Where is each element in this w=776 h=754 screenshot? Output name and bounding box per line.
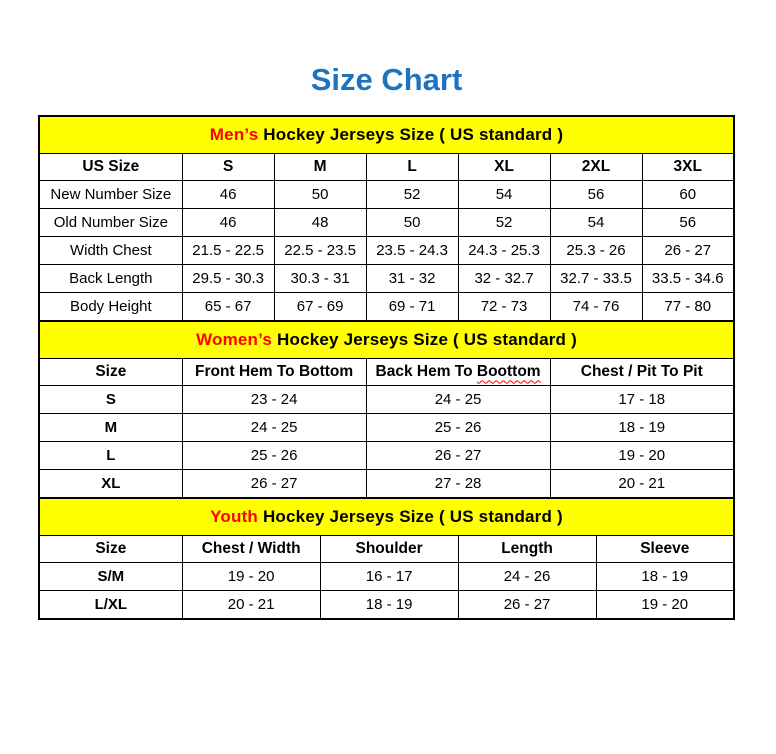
size-value-cell: 33.5 - 34.6 [642, 264, 734, 292]
table-row [39, 180, 734, 208]
column-header: Front Hem To Bottom [182, 358, 366, 385]
size-value-cell: 31 - 32 [366, 264, 458, 292]
row-label: Body Height [39, 292, 182, 321]
column-header: 3XL [642, 153, 734, 180]
size-value-cell: 18 - 19 [320, 590, 458, 619]
table-row [39, 236, 734, 264]
column-header: Chest / Width [182, 535, 320, 562]
page-title: Size Chart [310, 62, 463, 97]
size-value-cell: 16 - 17 [320, 562, 458, 590]
size-value-cell: 54 [458, 180, 550, 208]
column-header [366, 358, 550, 385]
size-value-cell: 17 - 18 [550, 385, 734, 413]
column-header: Length [458, 535, 596, 562]
size-value-cell: 23.5 - 24.3 [366, 236, 458, 264]
banner-text: Hockey Jerseys Size ( US standard ) [258, 124, 564, 144]
size-value-cell: 26 - 27 [182, 469, 366, 498]
banner-highlight: Youth [210, 506, 259, 526]
row-label: Width Chest [39, 236, 182, 264]
mens-banner [39, 116, 734, 154]
row-label: L/XL [39, 590, 182, 619]
womens-size-table [38, 320, 735, 499]
mens-size-table [38, 115, 735, 322]
row-label: XL [39, 469, 182, 498]
size-value-cell: 29.5 - 30.3 [182, 264, 274, 292]
womens-header-row [39, 358, 734, 385]
column-header: 2XL [550, 153, 642, 180]
size-value-cell: 24 - 26 [458, 562, 596, 590]
column-header: US Size [39, 153, 182, 180]
table-row [39, 562, 734, 590]
row-label: Old Number Size [39, 208, 182, 236]
column-header: Size [39, 358, 182, 385]
youth-size-table [38, 497, 735, 620]
table-row [39, 441, 734, 469]
table-row [39, 292, 734, 321]
size-value-cell: 69 - 71 [366, 292, 458, 321]
size-value-cell: 25 - 26 [366, 413, 550, 441]
table-row [39, 208, 734, 236]
column-header: L [366, 153, 458, 180]
row-label: L [39, 441, 182, 469]
row-label: M [39, 413, 182, 441]
size-value-cell: 27 - 28 [366, 469, 550, 498]
size-value-cell: 48 [274, 208, 366, 236]
size-value-cell: 52 [458, 208, 550, 236]
size-value-cell: 24 - 25 [182, 413, 366, 441]
size-value-cell: 19 - 20 [550, 441, 734, 469]
size-value-cell: 56 [642, 208, 734, 236]
column-header-text: Back Hem To [375, 362, 477, 380]
womens-banner [39, 321, 734, 359]
size-value-cell: 24 - 25 [366, 385, 550, 413]
size-tables [38, 115, 735, 620]
column-header: Size [39, 535, 182, 562]
column-header: Shoulder [320, 535, 458, 562]
size-value-cell: 26 - 27 [642, 236, 734, 264]
womens-banner-row [39, 321, 734, 359]
youth-header-row [39, 535, 734, 562]
size-value-cell: 18 - 19 [596, 562, 734, 590]
row-label: S/M [39, 562, 182, 590]
banner-highlight: Women’s [196, 329, 273, 349]
size-value-cell: 18 - 19 [550, 413, 734, 441]
table-row [39, 413, 734, 441]
size-value-cell: 54 [550, 208, 642, 236]
misspelled-word: Boottom [476, 362, 541, 380]
size-value-cell: 67 - 69 [274, 292, 366, 321]
table-row [39, 590, 734, 619]
row-label: Back Length [39, 264, 182, 292]
size-value-cell: 50 [366, 208, 458, 236]
size-value-cell: 19 - 20 [182, 562, 320, 590]
youth-banner [39, 498, 734, 536]
column-header: M [274, 153, 366, 180]
size-value-cell: 26 - 27 [366, 441, 550, 469]
size-value-cell: 74 - 76 [550, 292, 642, 321]
table-row [39, 264, 734, 292]
size-value-cell: 32 - 32.7 [458, 264, 550, 292]
column-header: S [182, 153, 274, 180]
row-label: New Number Size [39, 180, 182, 208]
banner-text: Hockey Jerseys Size ( US standard ) [272, 329, 577, 349]
size-value-cell: 30.3 - 31 [274, 264, 366, 292]
banner-highlight: Men’s [209, 124, 259, 144]
size-value-cell: 77 - 80 [642, 292, 734, 321]
table-row [39, 385, 734, 413]
size-value-cell: 22.5 - 23.5 [274, 236, 366, 264]
size-value-cell: 24.3 - 25.3 [458, 236, 550, 264]
size-value-cell: 50 [274, 180, 366, 208]
column-header: Chest / Pit To Pit [550, 358, 734, 385]
size-value-cell: 52 [366, 180, 458, 208]
size-value-cell: 56 [550, 180, 642, 208]
size-value-cell: 26 - 27 [458, 590, 596, 619]
size-value-cell: 20 - 21 [182, 590, 320, 619]
size-value-cell: 21.5 - 22.5 [182, 236, 274, 264]
banner-text: Hockey Jerseys Size ( US standard ) [258, 506, 563, 526]
mens-header-row [39, 153, 734, 180]
size-value-cell: 65 - 67 [182, 292, 274, 321]
size-value-cell: 25 - 26 [182, 441, 366, 469]
size-value-cell: 25.3 - 26 [550, 236, 642, 264]
youth-banner-row [39, 498, 734, 536]
size-chart-page [0, 62, 776, 620]
size-value-cell: 46 [182, 180, 274, 208]
size-value-cell: 60 [642, 180, 734, 208]
column-header: XL [458, 153, 550, 180]
size-value-cell: 72 - 73 [458, 292, 550, 321]
size-value-cell: 23 - 24 [182, 385, 366, 413]
size-value-cell: 46 [182, 208, 274, 236]
column-header: Sleeve [596, 535, 734, 562]
size-value-cell: 19 - 20 [596, 590, 734, 619]
mens-banner-row [39, 116, 734, 154]
table-row [39, 469, 734, 498]
row-label: S [39, 385, 182, 413]
size-value-cell: 32.7 - 33.5 [550, 264, 642, 292]
size-value-cell: 20 - 21 [550, 469, 734, 498]
